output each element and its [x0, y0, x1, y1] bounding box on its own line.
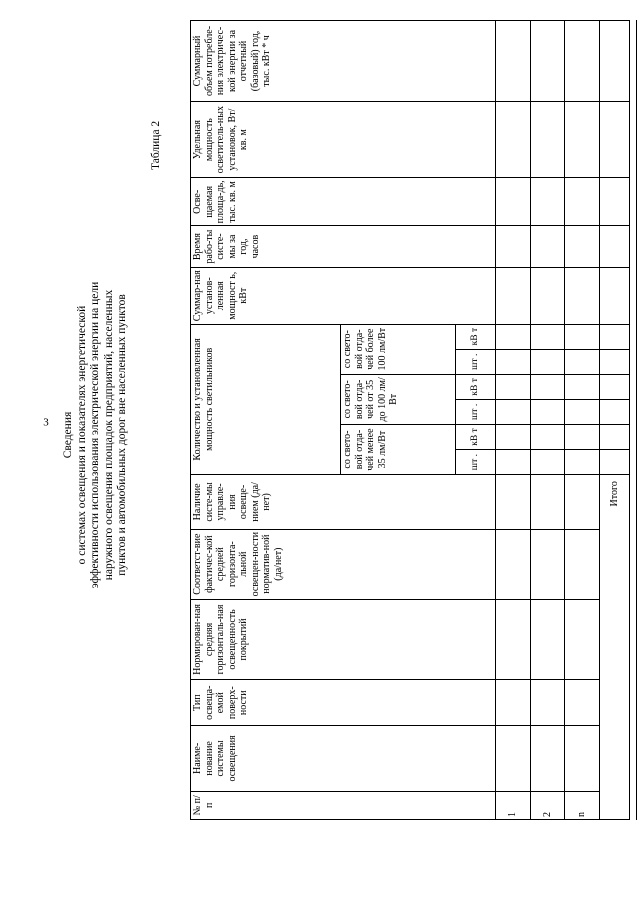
table-cell [496, 226, 531, 267]
table-cell [565, 726, 600, 791]
table-cell [496, 529, 531, 599]
table-cell [565, 424, 600, 449]
table-cell [565, 21, 600, 102]
page-number: 3 [43, 416, 49, 429]
table-cell [530, 374, 565, 399]
table-cell [565, 399, 600, 424]
total-label: Итого [599, 475, 629, 820]
table-cell [599, 226, 629, 267]
header-num: № п/п [191, 791, 496, 819]
table-cell [496, 21, 531, 102]
title-line: эффективности использования электрической энергии на цели [89, 281, 101, 589]
header-unit-kw: кВ т [456, 424, 496, 449]
table-cell [565, 324, 600, 349]
header-operating-time: Время рабо-ты систе-мы за год, часов [191, 226, 496, 267]
lighting-systems-table [190, 20, 630, 820]
table-cell [496, 680, 531, 726]
table-cell [565, 599, 600, 680]
table-cell [496, 101, 531, 177]
header-efficacy-lt35: со свето-вой отда-чей менее 35 лм/Вт [341, 424, 456, 474]
header-unit-pcs: шт . [456, 349, 496, 374]
table-cell [496, 374, 531, 399]
row-number: n [565, 791, 600, 819]
table-cell [496, 424, 531, 449]
table-cell [599, 267, 629, 324]
table-cell [530, 324, 565, 349]
table-row [496, 21, 531, 820]
title-line: о системах освещения и показателях энергетической [75, 305, 88, 565]
table-cell [496, 599, 531, 680]
table-cell [530, 349, 565, 374]
table-cell [530, 226, 565, 267]
table-cell [599, 101, 629, 177]
table-cell [496, 267, 531, 324]
header-system-name: Наиме-нование системы освещения [191, 726, 496, 791]
header-total-power: Суммар-ная установ-ленная мощност ь, кВт [191, 267, 496, 324]
document-title [62, 105, 130, 765]
table-cell [530, 21, 565, 102]
table-cell [530, 599, 565, 680]
header-compliance: Соответст-вие фактичес-кой средней горизонта-льной освещен-ности норматив-ной (да/нет) [191, 529, 496, 599]
table-cell [599, 178, 629, 226]
title-line: Сведения [62, 411, 74, 459]
table-cell [565, 374, 600, 399]
header-unit-kw: кВ т [456, 324, 496, 349]
header-unit-pcs: шт . [456, 399, 496, 424]
header-efficacy-gt100: со свето-вой отда-чей более 100 лм/Вт [341, 324, 456, 374]
header-energy-consumption: Суммарный объем потребле-ния электричес-кой энергии за отчетный (базовый) год, тыс. кВт * ч [191, 21, 496, 102]
header-efficacy-35-100: со свето-вой отда-чей от 35 до 100 лм/Вт [341, 374, 456, 424]
header-control-system: Наличие систе-мы управле-ния освеще-нием (да/нет) [191, 475, 496, 530]
table-cell [599, 21, 629, 102]
table-cell [565, 267, 600, 324]
table-cell [565, 475, 600, 530]
table-cell [530, 424, 565, 449]
table-cell [496, 450, 531, 475]
table-cell [496, 324, 531, 349]
table-cell [565, 349, 600, 374]
header-unit-kw: кВ т [456, 374, 496, 399]
table-cell [530, 680, 565, 726]
table-caption: Таблица 2 [150, 120, 162, 170]
row-number: 2 [530, 791, 565, 819]
table-cell [599, 450, 629, 475]
table-cell [530, 726, 565, 791]
page-bottom-rule [636, 20, 637, 820]
header-lit-area: Осве-щаемая площа-дь, тыс. кв. м [191, 178, 496, 226]
table-cell [530, 450, 565, 475]
table-cell [496, 178, 531, 226]
table-cell [496, 399, 531, 424]
table-cell [565, 226, 600, 267]
title-line: пунктов и автомобильных дорог вне населенных пунктов [116, 294, 128, 576]
total-row [599, 21, 629, 820]
title-line: наружного освещения площадок предприятий, населенных [102, 289, 115, 581]
table-cell [599, 399, 629, 424]
table-cell [496, 475, 531, 530]
table-cell [565, 101, 600, 177]
table-cell [565, 450, 600, 475]
table-cell [496, 349, 531, 374]
table-cell [530, 475, 565, 530]
header-luminaires: Количество и установленная мощность светильников [191, 324, 341, 475]
table-cell [599, 374, 629, 399]
header-specific-power: Удельная мощность осветитель-ных установок, Вт/кв. м [191, 101, 496, 177]
table-cell [530, 529, 565, 599]
table-row [530, 21, 565, 820]
table-cell [599, 424, 629, 449]
table-cell [530, 178, 565, 226]
table-cell [565, 680, 600, 726]
table-cell [530, 267, 565, 324]
table-cell [565, 178, 600, 226]
table-cell [565, 529, 600, 599]
table-cell [599, 324, 629, 349]
table-cell [530, 101, 565, 177]
table-cell [599, 349, 629, 374]
header-unit-pcs: шт . [456, 450, 496, 475]
table-cell [496, 726, 531, 791]
table-row [565, 21, 600, 820]
header-normative-illuminance: Нормирован-ная средняя горизонталь-ная освещенность покрытий [191, 599, 496, 680]
row-number: 1 [496, 791, 531, 819]
table-cell [530, 399, 565, 424]
header-surface-type: Тип освеща-емой поверх-ности [191, 680, 496, 726]
